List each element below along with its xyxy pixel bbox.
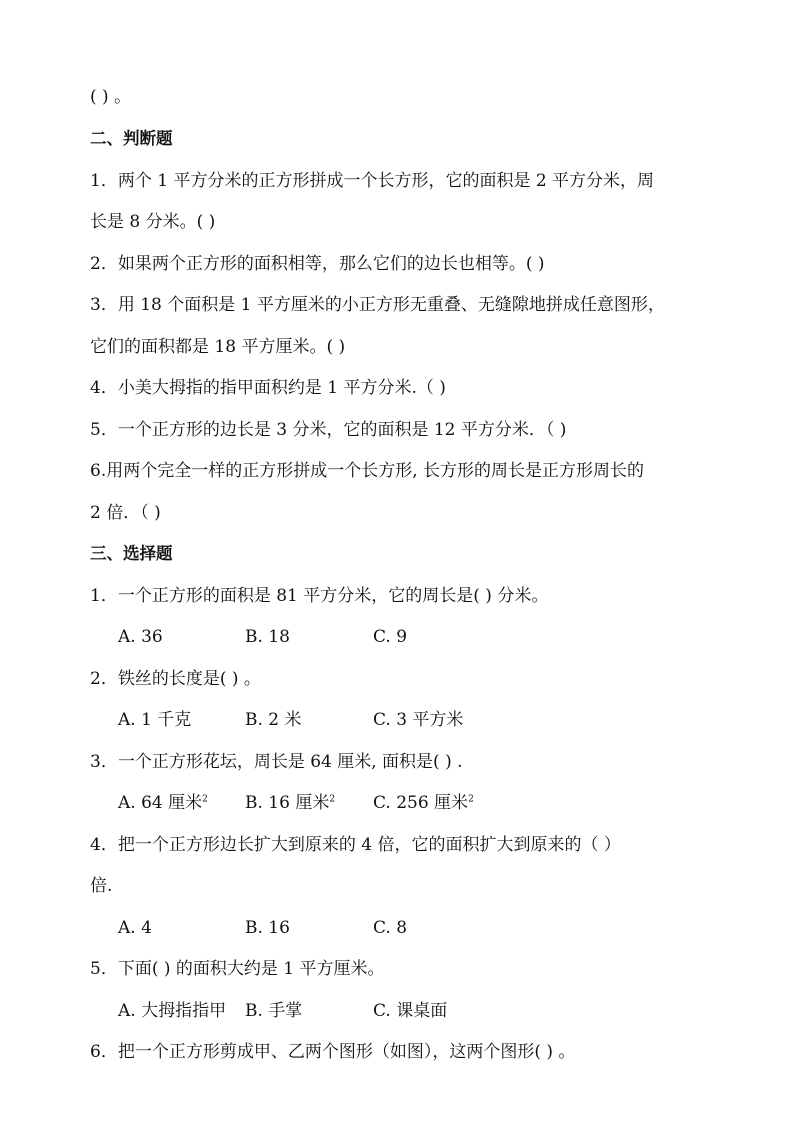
- choice-3-option-c: [373, 792, 474, 814]
- choice-3-option-a: [118, 792, 208, 814]
- judge-6-line-2: 2 倍．（ ): [90, 503, 161, 523]
- choice-5-option-a: A. 大拇指指甲: [118, 1001, 227, 1021]
- choice-4-option-c: C. 8: [373, 918, 408, 938]
- choice-3-option-c-text: C. 256 厘米: [373, 793, 469, 813]
- choice-2-option-a: A. 1 千克: [118, 710, 192, 730]
- section-2-title: 二、判断题: [90, 129, 173, 148]
- judge-1-line-1: 1．两个 1 平方分米的正方形拼成一个长方形，它的面积是 2 平方分米，周: [90, 171, 655, 191]
- choice-2-option-c: C. 3 平方米: [373, 710, 464, 730]
- judge-1-line-2: 长是 8 分米。( ): [90, 212, 216, 232]
- choice-3-option-b: [245, 792, 335, 814]
- choice-4-option-b: B. 16: [245, 918, 290, 938]
- choice-5-option-b: B. 手掌: [245, 1001, 303, 1021]
- choice-4-option-a: A. 4: [118, 918, 152, 938]
- squared-superscript: 2: [329, 794, 336, 805]
- choice-1-option-a: A. 36: [118, 627, 163, 647]
- choice-3-question: 3．一个正方形花坛，周长是 64 厘米, 面积是( ) .: [90, 752, 463, 772]
- judge-5: 5．一个正方形的边长是 3 分米，它的面积是 12 平方分米．（ ): [90, 420, 567, 440]
- choice-1-option-b: B. 18: [245, 627, 290, 647]
- judge-2: 2．如果两个正方形的面积相等，那么它们的边长也相等。( ): [90, 254, 545, 274]
- squared-superscript: 2: [202, 794, 208, 805]
- choice-5-option-c: C. 课桌面: [373, 1001, 448, 1021]
- choice-2-option-b: B. 2 米: [245, 710, 302, 730]
- choice-6-question: 6．把一个正方形剪成甲、乙两个图形（如图），这两个图形( ) 。: [90, 1042, 576, 1062]
- choice-5-question: 5．下面( ) 的面积大约是 1 平方厘米。: [90, 959, 385, 979]
- judge-3-line-1: 3．用 18 个面积是 1 平方厘米的小正方形无重叠、无缝隙地拼成任意图形，: [90, 295, 665, 315]
- choice-4-question-line-2: 倍.: [90, 876, 113, 896]
- previous-question-tail: ( ) 。: [90, 87, 132, 107]
- choice-3-option-a-text: A. 64 厘米: [118, 793, 203, 813]
- judge-4: 4．小美大拇指的指甲面积约是 1 平方分米.（ ): [90, 378, 446, 398]
- section-3-title: 三、选择题: [90, 544, 173, 563]
- choice-3-option-b-text: B. 16 厘米: [245, 793, 330, 813]
- judge-6-line-1: 6.用两个完全一样的正方形拼成一个长方形, 长方形的周长是正方形周长的: [90, 461, 645, 481]
- judge-3-line-2: 它们的面积都是 18 平方厘米。( ): [90, 337, 346, 357]
- choice-1-question: 1．一个正方形的面积是 81 平方分米，它的周长是( ) 分米。: [90, 586, 549, 606]
- choice-4-question: 4．把一个正方形边长扩大到原来的 4 倍，它的面积扩大到原来的（ ）: [90, 835, 621, 855]
- squared-superscript: 2: [468, 794, 474, 805]
- choice-2-question: 2．铁丝的长度是( ) 。: [90, 669, 261, 689]
- choice-1-option-c: C. 9: [373, 627, 408, 647]
